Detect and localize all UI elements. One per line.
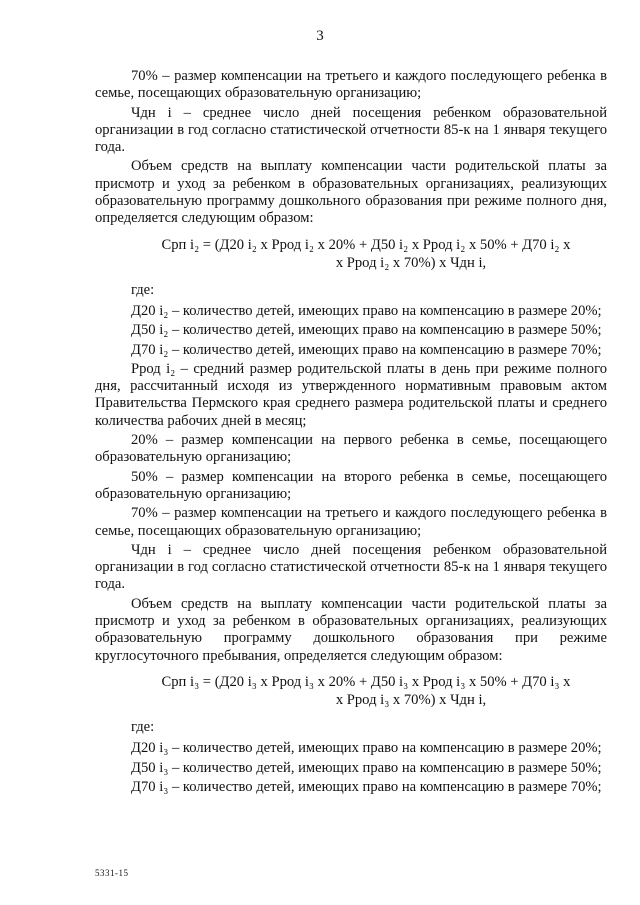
definition-d50-i3: Д50 i₃ – количество детей, имеющих право на компенсацию в размере 50%; bbox=[131, 759, 602, 776]
definition-d70-i3: Д70 i₃ – количество детей, имеющих право на компенсацию в размере 70%; bbox=[131, 778, 602, 795]
footer-document-code: 5331-15 bbox=[95, 868, 129, 878]
formula-round-the-clock-line-1: Срп i₃ = (Д20 i₃ х Рpод i₃ х 20% + Д50 i₃ х Рpод i₃ х 50% + Д70 i₃ х bbox=[161, 673, 571, 690]
paragraph-days-attendance: Чдн i – среднее число дней посещения ребенком образовательной организации в год согласно статистической отчетности 85-к на 1 января текущего года. bbox=[95, 104, 607, 156]
definition-rrod: Рpод i₂ – средний размер родительской платы в день при режиме полного дня, рассчитанный исходя из утвержденного нормативным правовым актом Правительства Пермского края среднего размера родительской платы и среднего количества рабочих дней в месяц; bbox=[95, 360, 607, 429]
definition-d50: Д50 i₂ – количество детей, имеющих право на компенсацию в размере 50%; bbox=[131, 322, 602, 339]
formula-full-day-line-1: Срп i₂ = (Д20 i₂ х Рpод i₂ х 20% + Д50 i₂ х Рpод i₂ х 50% + Д70 i₂ х bbox=[161, 236, 571, 253]
formula-round-the-clock bbox=[95, 673, 607, 709]
where-label: где: bbox=[131, 281, 155, 298]
where-label-2: где: bbox=[131, 718, 155, 735]
formula-round-the-clock-line-2: х Рpод i₃ х 70%) х Чдн i, bbox=[335, 691, 487, 708]
paragraph-compensation-70: 70% – размер компенсации на третьего и каждого последующего ребенка в семье, посещающих образовательную организацию; bbox=[95, 68, 607, 102]
formula-full-day-line-2: х Рpод i₂ х 70%) х Чдн i, bbox=[335, 254, 487, 271]
definition-70-percent: 70% – размер компенсации на третьего и каждого последующего ребенка в семье, посещающих образовательную организацию; bbox=[95, 505, 607, 539]
paragraph-round-the-clock-volume: Объем средств на выплату компенсации части родительской платы за присмотр и уход за ребенком в образовательных организациях, реализующих образовательную программу дошкольного образования при режиме круглосуточного пребывания, определяется следующим образом: bbox=[95, 595, 607, 664]
definition-d20-i3: Д20 i₃ – количество детей, имеющих право на компенсацию в размере 20%; bbox=[131, 740, 602, 757]
definition-50-percent: 50% – размер компенсации на второго ребенка в семье, посещающего образовательную организацию; bbox=[95, 468, 607, 502]
document-body bbox=[95, 68, 607, 798]
definition-chdn: Чдн i – среднее число дней посещения ребенком образовательной организации в год согласно статистической отчетности 85-к на 1 января текущего года. bbox=[95, 541, 607, 593]
paragraph-full-day-volume: Объем средств на выплату компенсации части родительской платы за присмотр и уход за ребенком в образовательных организациях, реализующих образовательную программу дошкольного образования при режиме полного дня, определяется следующим образом: bbox=[95, 158, 607, 227]
formula-full-day bbox=[95, 236, 607, 272]
page-number: 3 bbox=[316, 28, 324, 44]
definition-20-percent: 20% – размер компенсации на первого ребенка в семье, посещающего образовательную организацию; bbox=[95, 432, 607, 466]
definition-d70: Д70 i₂ – количество детей, имеющих право на компенсацию в размере 70%; bbox=[131, 341, 602, 358]
definition-d20: Д20 i₂ – количество детей, имеющих право на компенсацию в размере 20%; bbox=[131, 302, 602, 319]
